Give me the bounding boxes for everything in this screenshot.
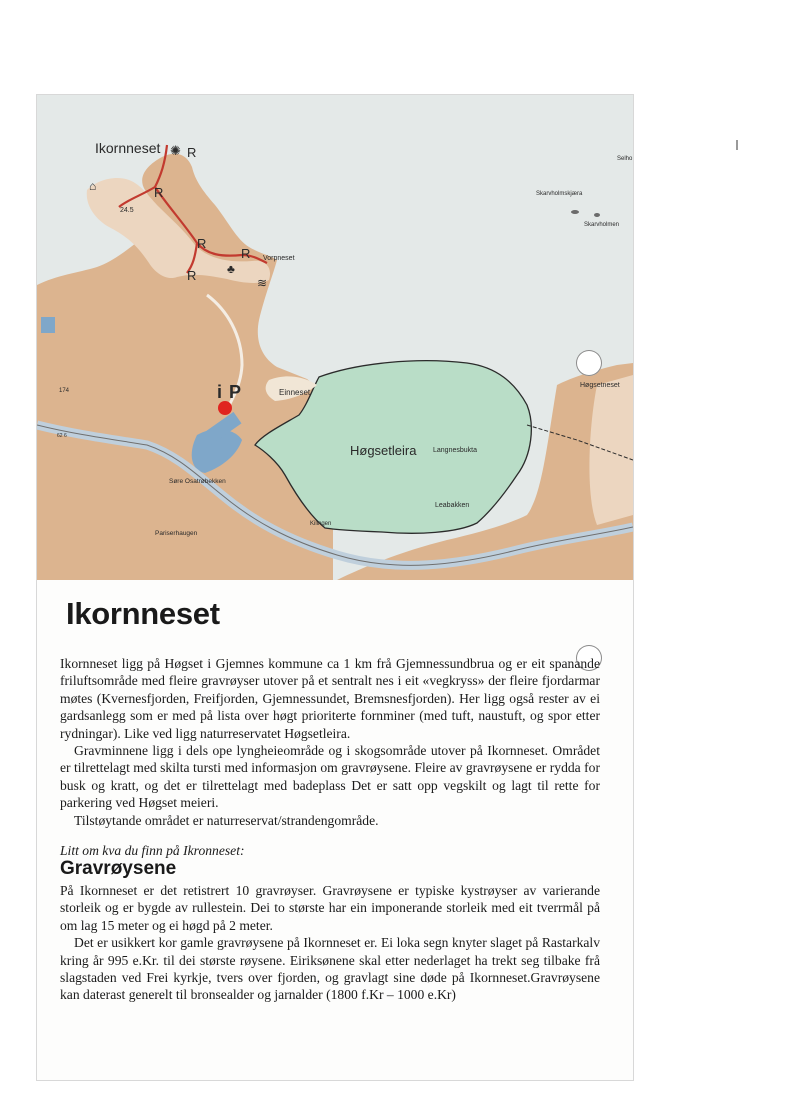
location-marker	[218, 401, 232, 415]
paragraph: Det er usikkert kor gamle gravrøysene på Ikornneset er. Ei loka segn knyter slaget på Rastarkalv kring år 995 e.Kr. til dei største røysene. Eiriksønene skal etter nederlaget ha trekt seg tilbake frå slagstaden ved Frei kyrkje, tvers over fjorden, og gravlagt sine døde på Ikornneset.Gravrøysene kan daterast generelt til bronsealder og jarnalder (1800 f.Kr – 1000 e.Kr)	[60, 935, 600, 1003]
cairn-icon: R	[187, 145, 197, 160]
map-graphic	[37, 95, 633, 580]
area-map	[37, 95, 633, 580]
label-hogsetneset: Høgsetneset	[580, 382, 620, 389]
label-langnesbukta: Langnesbukta	[433, 447, 477, 454]
label-road-number: 174	[59, 388, 70, 394]
paragraph: Gravminnene ligg i dels ope lyngheieområde og i skogsområde utover på Ikornneset. Området er tilrettelagt med skilta tursti med informasjon om gravrøysene. Fleire av gravrøysene er rydda for busk og kratt, og det er tilrettelagt med badeplass Det er satt opp vegskilt og lagt til rette for parkering ved Høgset meieri.	[60, 743, 600, 811]
punch-hole	[576, 350, 602, 376]
section-body	[60, 882, 600, 1004]
info-icon: i	[217, 382, 223, 402]
eastern-heath	[589, 375, 633, 525]
islet	[571, 210, 579, 214]
parking-icon: P	[229, 382, 242, 402]
shelter-icon: ⌂	[89, 179, 97, 193]
article-title: Ikornneset	[66, 596, 220, 631]
intro-italic: Litt om kva du finn på Ikronneset:	[60, 843, 245, 859]
paragraph: Ikornneset ligg på Høgset i Gjemnes kommune ca 1 km frå Gjemnessundbrua og er eit spanande friluftsområde med fleire gravrøyser utover på et sentralt nes i eit «vegkryss» der fleire fjordarmar møtes (Kvernesfjorden, Freifjorden, Gjemnessundet, Bremsnesfjorden). Her ligg også rester av ei gardsanlegg som er med på lista over høgt prioriterte fornminer (med tuft, naustuft, og spor etter rydningar). Like ved ligg naturreservatet Høgsetleira.	[60, 656, 600, 741]
pool	[41, 317, 55, 333]
label-skarvholmskjaera: Skarvholmskjæra	[536, 191, 583, 197]
label-hogsetleira: Høgsetleira	[350, 443, 417, 458]
label-skarvholmen: Skarvholmen	[584, 222, 620, 228]
label-ikornneset: Ikornneset	[95, 140, 161, 156]
cairn-icon: R	[241, 246, 251, 261]
label-vorpneset: Vorpneset	[263, 255, 295, 262]
article-body	[60, 655, 600, 859]
label-pariserhaugen: Pariserhaugen	[155, 530, 198, 537]
islet	[594, 213, 600, 217]
label-sore-osatrobekken: Søre Osatrøbekken	[169, 478, 226, 485]
label-selho: Selho	[617, 156, 633, 162]
paragraph: På Ikornneset er det retistrert 10 gravrøyser. Gravrøysene er typiske kystrøyser av varierande storleik og er bygde av rullestein. Dei to største har ein imponerande storleik med eit tverrmål på om lag 15 meter og ei høgd på 2 meter.	[60, 883, 600, 933]
label-elevation: 24.5	[120, 207, 134, 214]
paragraph: Tilstøytande området er naturreservat/strandengområde.	[74, 812, 379, 828]
bathing-icon: ≋	[257, 276, 268, 290]
label-kilingen: Kilingen	[310, 521, 332, 527]
viewpoint-icon: ✺	[170, 143, 181, 158]
label-einneset: Einneset	[279, 388, 311, 397]
section-title: Gravrøysene	[60, 858, 177, 879]
cairn-icon: R	[197, 236, 207, 251]
cairn-icon: R	[154, 185, 164, 200]
cairn-icon: R	[187, 268, 197, 283]
tree-icon: ♣	[227, 262, 235, 276]
label-leabakken: Leabakken	[435, 502, 470, 509]
scan-mark	[736, 140, 738, 150]
label-road-number-2: 62 6	[57, 433, 67, 439]
